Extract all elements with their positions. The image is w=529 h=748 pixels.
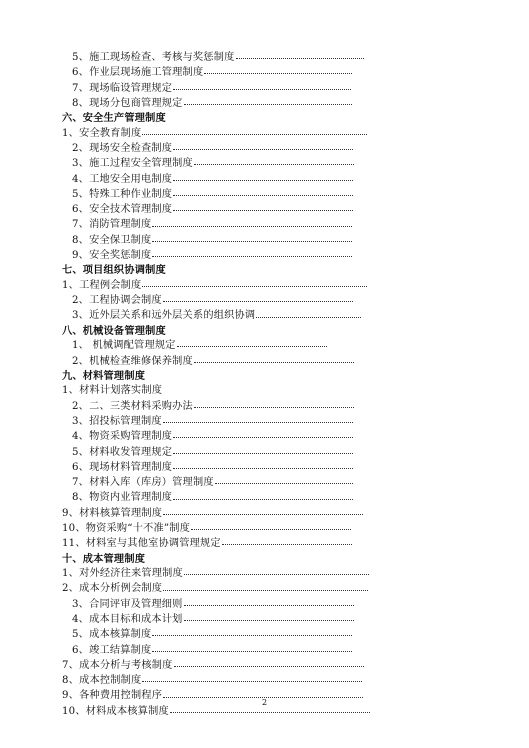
toc-entry-label: 8、物资内业管理制度 — [72, 492, 173, 504]
toc-entry — [62, 233, 382, 248]
toc-section-heading — [62, 324, 382, 339]
toc-entry — [62, 445, 382, 460]
toc-entry-label: 8、成本控制制度 — [62, 675, 142, 687]
toc-entry — [62, 490, 382, 505]
toc-entry-label: 8、现场分包商管理规定 — [72, 97, 183, 109]
toc-entry — [62, 248, 382, 263]
toc-section-heading — [62, 263, 382, 278]
toc-dot-leader — [152, 226, 352, 227]
toc-dot-leader — [204, 73, 352, 74]
toc-entry-label: 八、机械设备管理制度 — [62, 324, 166, 337]
toc-entry-label: 5、材料收发管理规定 — [72, 446, 173, 458]
toc-dot-leader — [236, 58, 364, 59]
toc-section-heading — [62, 111, 382, 126]
toc-entry — [62, 612, 382, 627]
toc-entry-label: 7、现场临设管理规定 — [72, 82, 173, 94]
toc-entry-label: 7、消防管理制度 — [72, 219, 152, 231]
toc-dot-leader — [173, 468, 353, 469]
toc-entry-label: 十、成本管理制度 — [62, 552, 146, 565]
toc-dot-leader — [142, 134, 367, 135]
toc-entry-label: 九、材料管理制度 — [62, 369, 146, 382]
toc-entry-label: 1、材料计划落实制度 — [62, 385, 163, 397]
toc-entry-label: 7、成本分析与考核制度 — [62, 659, 173, 671]
toc-dot-leader — [177, 346, 327, 347]
toc-entry — [62, 383, 382, 398]
toc-dot-leader — [184, 104, 352, 105]
toc-entry-label: 10、物资采购“十不准”制度 — [62, 523, 191, 535]
toc-entry-label: 1、对外经济往来管理制度 — [62, 568, 183, 580]
toc-dot-leader — [173, 195, 353, 196]
toc-dot-leader — [184, 605, 354, 606]
toc-entry-label: 1、 机械调配管理规定 — [72, 340, 176, 352]
toc-entry — [62, 202, 382, 217]
toc-entry — [62, 658, 382, 673]
toc-entry-label: 6、作业层现场施工管理制度 — [72, 67, 204, 79]
toc-entry — [62, 536, 382, 551]
toc-dot-leader — [215, 483, 353, 484]
toc-entry-label: 3、招投标管理制度 — [72, 415, 162, 427]
toc-dot-leader — [163, 422, 353, 423]
toc-entry-label: 6、安全技术管理制度 — [72, 204, 173, 216]
toc-dot-leader — [194, 407, 354, 408]
toc-entry — [62, 673, 382, 688]
toc-entry-label: 六、安全生产管理制度 — [62, 112, 166, 125]
toc-dot-leader — [173, 453, 353, 454]
toc-entry — [62, 293, 382, 308]
toc-section-heading — [62, 552, 382, 567]
toc-entry-label: 10、材料成本核算制度 — [62, 705, 169, 717]
toc-dot-leader — [163, 301, 353, 302]
toc-entry-label: 3、施工过程安全管理制度 — [72, 158, 193, 170]
toc-entry-label: 4、成本目标和成本计划 — [72, 614, 183, 625]
toc-entry — [62, 643, 382, 658]
toc-entry — [62, 308, 382, 323]
toc-dot-leader — [152, 256, 352, 257]
toc-entry — [62, 172, 382, 187]
toc-entry — [62, 126, 382, 141]
toc-dot-leader — [173, 89, 351, 90]
toc-entry-label: 7、材料入库（库房）管理制度 — [72, 477, 214, 489]
toc-entry-label: 11、材料室与其他室协调管理规定 — [62, 538, 221, 550]
toc-entry-label: 2、二、三类材料采购办法 — [72, 400, 193, 412]
toc-dot-leader — [184, 620, 354, 621]
toc-dot-leader — [170, 712, 370, 713]
toc-entry — [62, 338, 382, 353]
toc-entry-label: 6、竣工结算制度 — [72, 644, 152, 656]
toc-entry-label: 5、成本核算制度 — [72, 629, 152, 641]
toc-entry-label: 6、现场材料管理制度 — [72, 461, 173, 473]
toc-entry — [62, 96, 382, 111]
toc-dot-leader — [142, 286, 367, 287]
toc-dot-leader — [173, 437, 353, 438]
toc-entry-label: 8、安全保卫制度 — [72, 234, 152, 246]
toc-dot-leader — [222, 544, 352, 545]
toc-entry — [62, 460, 382, 475]
toc-entry — [62, 156, 382, 171]
toc-dot-leader — [194, 362, 354, 363]
toc-dot-leader — [173, 499, 353, 500]
toc-dot-leader — [191, 529, 351, 530]
toc-entry — [62, 627, 382, 642]
toc-entry — [62, 521, 382, 536]
toc-entry — [62, 581, 382, 596]
toc-entry — [62, 81, 382, 96]
toc-entry-label: 2、机械检查维修保养制度 — [72, 355, 193, 367]
toc-dot-leader — [174, 666, 364, 667]
toc-dot-leader — [184, 574, 369, 575]
toc-entry-label: 9、安全奖惩制度 — [72, 250, 152, 262]
toc-dot-leader — [152, 241, 352, 242]
toc-entry-label: 9、各种费用控制程序 — [62, 690, 163, 702]
toc-entry-label: 3、合同评审及管理细则 — [72, 598, 183, 610]
page-number: 2 — [261, 698, 268, 707]
toc-entry-label: 9、材料核算管理制度 — [62, 507, 163, 519]
toc-entry — [62, 597, 382, 612]
toc-entry-label: 1、安全教育制度 — [62, 127, 142, 139]
toc-dot-leader — [173, 180, 353, 181]
toc-entry — [62, 354, 382, 369]
toc-section-heading — [62, 369, 382, 384]
table-of-contents — [62, 50, 382, 719]
toc-entry — [62, 414, 382, 429]
toc-entry — [62, 506, 382, 521]
toc-entry — [62, 65, 382, 80]
toc-dot-leader — [163, 590, 368, 591]
toc-entry — [62, 217, 382, 232]
toc-dot-leader — [142, 681, 362, 682]
toc-entry — [62, 50, 382, 65]
toc-entry-label: 2、成本分析例会制度 — [62, 583, 163, 595]
toc-entry-label: 4、工地安全用电制度 — [72, 173, 173, 185]
toc-dot-leader — [256, 317, 361, 318]
toc-entry — [62, 278, 382, 293]
toc-entry-label: 5、特殊工种作业制度 — [72, 188, 173, 200]
toc-entry — [62, 399, 382, 414]
toc-dot-leader — [152, 651, 352, 652]
toc-entry — [62, 475, 382, 490]
toc-dot-leader — [152, 635, 352, 636]
toc-entry-label: 七、项目组织协调制度 — [62, 264, 166, 277]
toc-dot-leader — [194, 164, 354, 165]
toc-entry-label: 3、近外层关系和远外层关系的组织协调 — [72, 310, 256, 322]
toc-dot-leader — [173, 210, 353, 211]
toc-dot-leader — [163, 514, 363, 515]
toc-entry-label: 2、工程协调会制度 — [72, 295, 162, 307]
toc-entry-label: 2、现场安全检查制度 — [72, 142, 173, 154]
toc-entry — [62, 566, 382, 581]
toc-entry-label: 1、工程例会制度 — [62, 279, 142, 291]
toc-dot-leader — [173, 149, 353, 150]
toc-entry — [62, 141, 382, 156]
toc-entry — [62, 187, 382, 202]
toc-entry-label: 5、施工现场检查、考核与奖惩制度 — [72, 52, 235, 63]
toc-entry — [62, 429, 382, 444]
toc-entry-label: 4、物资采购管理制度 — [72, 431, 173, 443]
